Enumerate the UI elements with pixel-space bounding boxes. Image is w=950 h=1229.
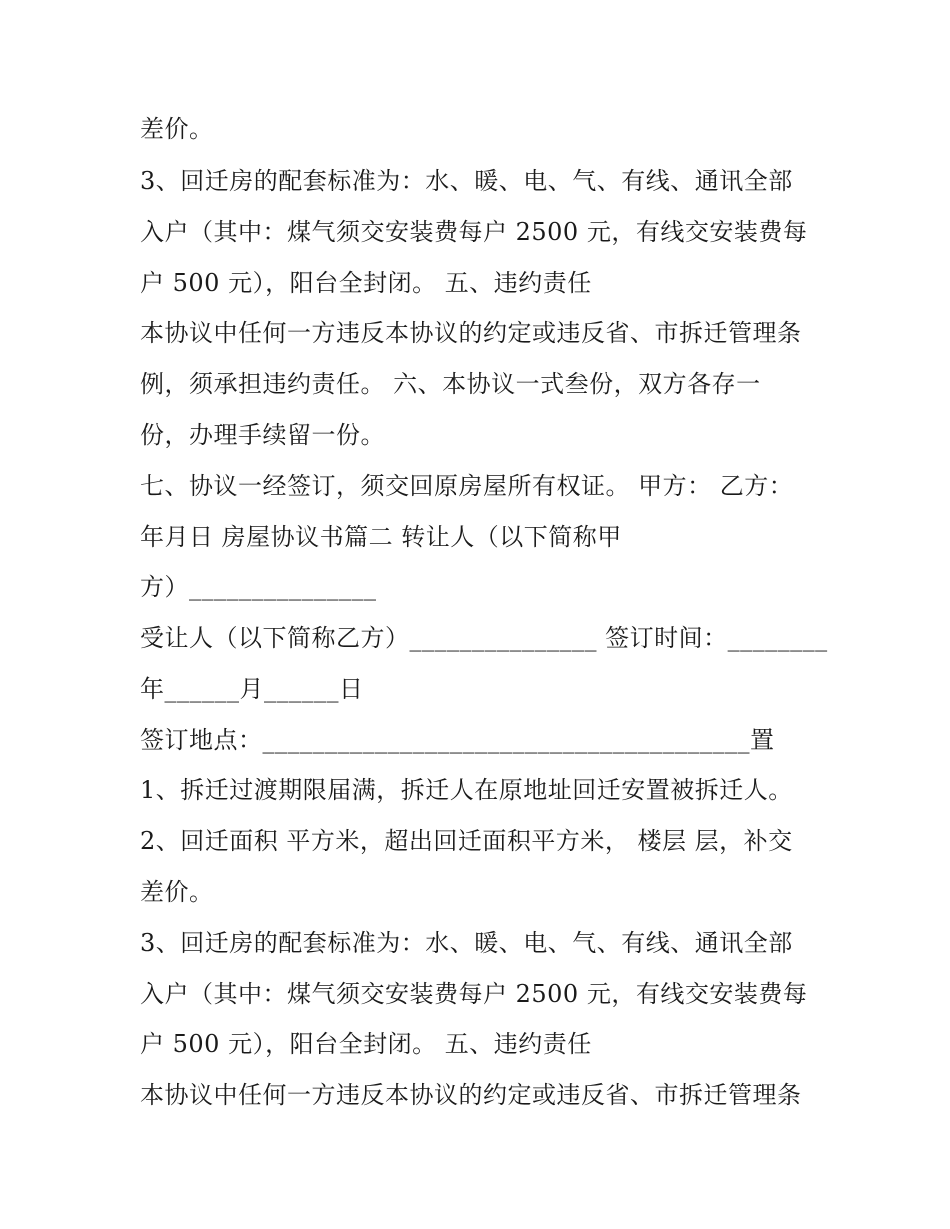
text-line: 户 500 元），阳台全封闭。 五、违约责任 (140, 269, 592, 297)
text-line: 方）_______________ (140, 573, 377, 601)
text-line: 入户（其中：煤气须交安装费每户 2500 元，有线交安装费每 (140, 980, 808, 1008)
text-line: 差价。 (140, 115, 214, 143)
text-line: 本协议中任何一方违反本协议的约定或违反省、市拆迁管理条 (140, 1081, 802, 1109)
text-line: 入户（其中：煤气须交安装费每户 2500 元，有线交安装费每 (140, 218, 808, 246)
text-line: 签订地点：_______________________________________置 (140, 726, 775, 754)
text-line: 七、协议一经签订，须交回原房屋所有权证。 甲方： 乙方： (140, 472, 794, 500)
text-line: 1、拆迁过渡期限届满，拆迁人在原地址回迁安置被拆迁人。 (140, 776, 793, 804)
text-line: 3、回迁房的配套标准为：水、暖、电、气、有线、通讯全部 (140, 929, 793, 957)
text-line: 2、回迁面积 平方米，超出回迁面积平方米， 楼层 层，补交 (140, 827, 793, 855)
text-line: 差价。 (140, 878, 214, 906)
text-line: 受让人（以下简称乙方）_______________ 签订时间：________ (140, 624, 828, 652)
text-line: 户 500 元），阳台全封闭。 五、违约责任 (140, 1030, 592, 1058)
text-line: 份，办理手续留一份。 (140, 421, 385, 449)
text-line: 年______月______日 (140, 675, 364, 703)
text-line: 本协议中任何一方违反本协议的约定或违反省、市拆迁管理条 (140, 319, 802, 347)
text-line: 3、回迁房的配套标准为：水、暖、电、气、有线、通讯全部 (140, 167, 793, 195)
text-line: 年月日 房屋协议书篇二 转让人（以下简称甲 (140, 523, 622, 551)
text-line: 例，须承担违约责任。 六、本协议一式叁份，双方各存一 (140, 370, 761, 398)
